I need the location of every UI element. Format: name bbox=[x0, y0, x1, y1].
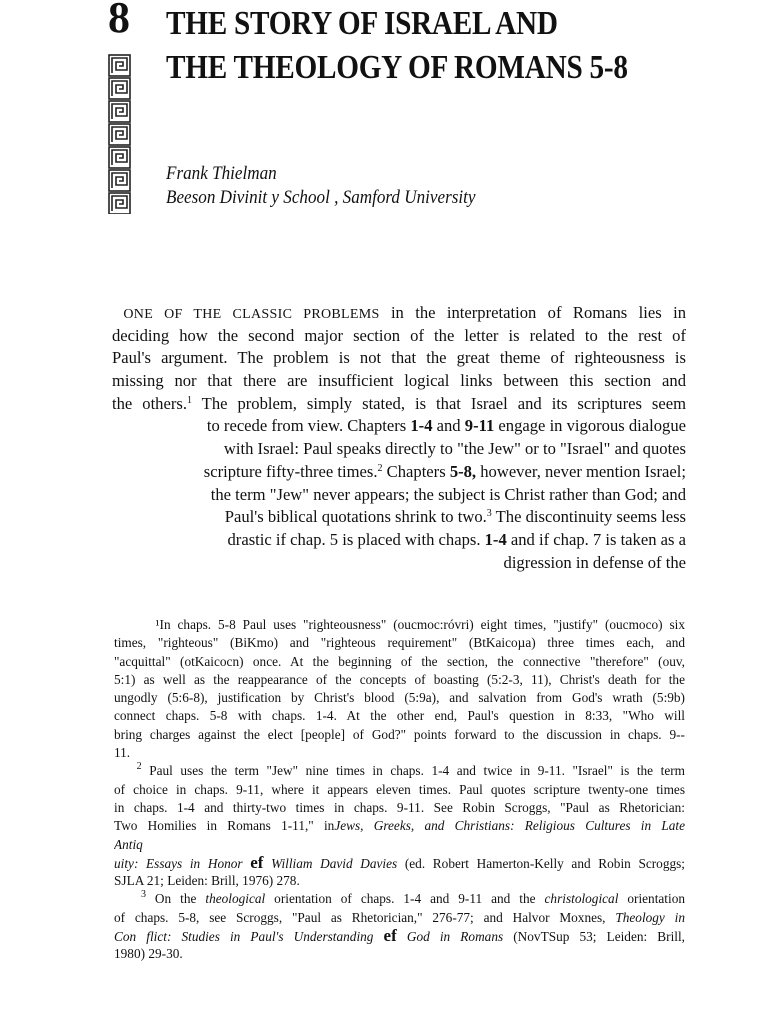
footnote-2-line: SJLA 21; Leiden: Brill, 1976) 278. bbox=[114, 873, 300, 889]
body-line bbox=[112, 393, 686, 416]
footnote-text: Paul uses the term "Jew" nine times in chaps. 1-4 and twice in 9-11. "Israel" is the term bbox=[141, 763, 685, 779]
body-line: with Israel: Paul speaks directly to "the Jew" or to "Israel" and quotes bbox=[223, 439, 686, 459]
book-title: Jews, Greeks, and Christians: Religious Cultures in Late bbox=[334, 818, 685, 834]
body-text-span: Paul's biblical quotations shrink to two. bbox=[224, 507, 487, 527]
footnote-2-line: in chaps. 1-4 and thirty-two times in chaps. 9-11. See Robin Scroggs, "Paul as Rhetorician: bbox=[114, 799, 685, 815]
small-caps-opening: ONE OF THE CLASSIC PROBLEMS bbox=[123, 307, 380, 322]
body-text-span: the others. bbox=[112, 393, 187, 413]
footnote-ref[interactable]: 2 bbox=[377, 462, 383, 474]
footnote-1-line: ungodly (5:6-8), justification by Christ's blood (5:9a), and salvation from God's wrath (5:9b) bbox=[114, 690, 685, 706]
body-text bbox=[112, 302, 686, 574]
ocr-artifact: ef bbox=[383, 927, 397, 946]
footnote-3-line: 1980) 29-30. bbox=[114, 946, 183, 962]
book-title: Con flict: Studies in Paul's Understanding bbox=[114, 929, 384, 945]
footnote-ref[interactable]: 1 bbox=[186, 394, 192, 406]
footnote-2-line bbox=[114, 817, 685, 835]
greek-key-ornament bbox=[108, 54, 132, 214]
footnote-text: (ed. Robert Hamerton-Kelly and Robin Scroggs; bbox=[397, 855, 685, 871]
footnote-ref[interactable]: 3 bbox=[486, 508, 492, 520]
body-line: missing nor that there are insufficient logical links between this section and bbox=[112, 371, 686, 391]
chapter-title-line-2: THE THEOLOGY OF ROMANS 5-8 bbox=[166, 49, 628, 86]
footnote-2-line bbox=[114, 762, 685, 780]
footnote-1-line: 11. bbox=[114, 745, 131, 761]
footnote-1-line: bring charges against the elect [people] of God?" points forward to the discussion in chaps. 9-- bbox=[114, 726, 685, 742]
footnote-text: orientation bbox=[618, 891, 685, 907]
footnote-number: 3 bbox=[140, 890, 146, 901]
footnote-2-line bbox=[114, 836, 685, 854]
chapter-ref: 9-11 bbox=[464, 416, 495, 436]
body-line: deciding how the second major section of the letter is related to the rest of bbox=[112, 325, 686, 345]
chapter-ref: 1-4 bbox=[484, 529, 507, 549]
body-text-span: however, never mention Israel; bbox=[476, 461, 686, 481]
chapter-ref: 1-4 bbox=[410, 416, 433, 436]
body-line bbox=[112, 415, 686, 438]
body-text-span: The discontinuity seems less bbox=[491, 507, 686, 527]
footnote-1-line: "acquittal" (otKaicocn) once. At the beginning of the section, the connective "therefore" (ouv, bbox=[114, 653, 685, 669]
footnote-3-line bbox=[114, 927, 685, 945]
ocr-artifact: ef bbox=[250, 853, 264, 872]
footnote-1-line: connect chaps. 5-8 with chaps. 1-4. At the other end, Paul's question in 8:33, "Who will bbox=[114, 708, 685, 724]
body-line bbox=[112, 302, 686, 325]
footnote-text: (NovTSup 53; Leiden: Brill, bbox=[503, 929, 685, 945]
emphasis: christological bbox=[544, 891, 619, 907]
body-text-span: in the interpretation of Romans lies in bbox=[379, 303, 686, 322]
book-title: Antiq bbox=[114, 836, 143, 852]
book-title: Theology in bbox=[615, 909, 685, 925]
body-text-span: drastic if chap. 5 is placed with chaps. bbox=[227, 529, 485, 549]
body-text-span: scripture fifty-three times. bbox=[203, 461, 378, 481]
body-line bbox=[112, 506, 686, 529]
author-name: Frank Thielman bbox=[166, 163, 277, 184]
body-line bbox=[112, 461, 686, 484]
footnote-3-line bbox=[114, 909, 685, 927]
author-block bbox=[166, 162, 475, 210]
chapter-title bbox=[166, 2, 628, 90]
greek-key-ornament-icon bbox=[108, 54, 132, 214]
body-text-span: to recede from view. Chapters bbox=[206, 416, 411, 436]
author-affiliation: Beeson Divinit y School , Samford University bbox=[166, 187, 476, 208]
body-line bbox=[112, 529, 686, 552]
footnote-3-line bbox=[114, 890, 685, 908]
footnote-1-line: times, "righteous" (BiKmo) and "righteous requirement" (BtKaicoµa) three times each, and bbox=[114, 635, 685, 651]
footnote-number: 2 bbox=[136, 762, 142, 773]
footnote-text: Two Homilies in Romans 1-11," in bbox=[114, 818, 335, 834]
chapter-title-line-1: THE STORY OF ISRAEL AND bbox=[166, 5, 558, 42]
body-text-span: The problem, simply stated, is that Israel and its scriptures seem bbox=[191, 393, 686, 413]
book-title: uity: Essays in Honor bbox=[114, 855, 251, 871]
body-line: Paul's argument. The problem is not that the great theme of righteousness is bbox=[112, 348, 686, 368]
body-text-span: and if chap. 7 is taken as a bbox=[506, 529, 686, 549]
footnote-1-line bbox=[114, 616, 685, 634]
footnote-2-line: of choice in chaps. 9-11, where it appears eleven times. Paul quotes scripture twenty-one times bbox=[114, 781, 685, 797]
body-line: digression in defense of the bbox=[503, 552, 686, 572]
footnote-2-line bbox=[114, 854, 685, 872]
footnotes bbox=[114, 616, 685, 964]
body-text-span: Chapters bbox=[382, 461, 450, 481]
chapter-ref: 5-8, bbox=[449, 461, 477, 481]
footnote-text: ¹In chaps. 5-8 Paul uses "righteousness" (oucmoc:róvri) eight times, "justify" (oucmoco) six bbox=[155, 617, 685, 632]
book-title: God in Romans bbox=[396, 929, 504, 945]
chapter-number: 8 bbox=[108, 0, 130, 42]
footnote-1-line: 5:1) as well as the reappearance of the concepts of boasting (5:2-3, 11), Christ's death for the bbox=[114, 671, 685, 687]
footnote-text: On the bbox=[145, 891, 206, 907]
book-title: William David Davies bbox=[263, 855, 398, 871]
emphasis: theological bbox=[205, 891, 266, 907]
body-line: the term "Jew" never appears; the subject is Christ rather than God; and bbox=[210, 484, 686, 504]
footnote-text: orientation of chaps. 1-4 and 9-11 and the bbox=[265, 891, 545, 907]
body-text-span: and bbox=[432, 416, 465, 436]
body-text-span: engage in vigorous dialogue bbox=[494, 416, 686, 436]
footnote-text: of chaps. 5-8, see Scroggs, "Paul as Rhetorician," 276-77; and Halvor Moxnes, bbox=[114, 909, 616, 925]
